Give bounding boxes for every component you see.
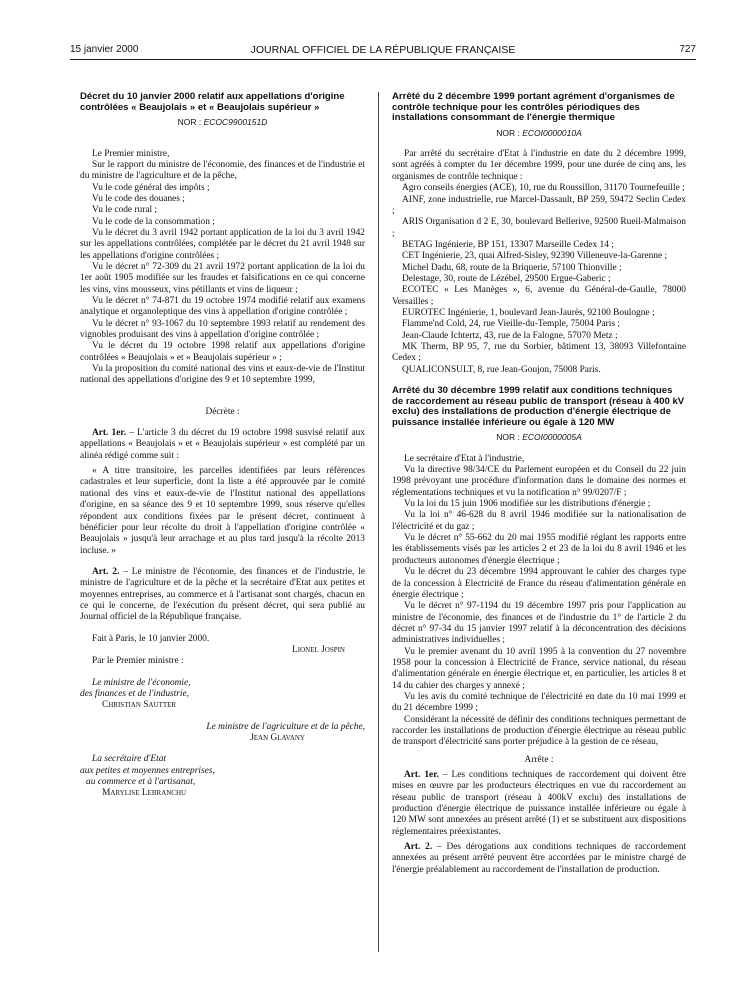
decree-title: Décret du 10 janvier 2000 relatif aux appellations d'origine contrôlées « Beaujolais » et « Beaujolais supérieur » [80,91,345,113]
decree-article-1-quote: « A titre transitoire, les parcelles identifiées par leurs références cadastrales et leur superficie, dont la liste a été approuvée par le comité national des vins et eaux-de-vie de l'Institut national des appellations d'origine, en sa séance des 9 et 10 septembre 1999, sous réserve qu'elles répondent aux conditions fixées par le présent décret, continuent à bénéficier pour leur récolte du droit à l'appellation d'origine contrôlée « Beaujolais » jusqu'à leur arrachage et au plus tard jusqu'à la récolte 2013 incluse. » [80,466,365,556]
arrete2-opening: Le secrétaire d'Etat à l'industrie, [404,453,525,464]
secretary-line1: La secrétaire d'Etat [92,754,167,765]
considerant-paragraph: Vu la proposition du comité national des vins et eaux-de-vie de l'Institut national des appellations d'origine des 9 et 10 septembre 1999, [80,364,365,386]
considerant-paragraph: Vu le décret n° 55-662 du 20 mai 1955 modifié réglant les rapports entre les établissements visés par les articles 2 et 23 de la loi du 8 avril 1946 et les producteurs autonomes d'énergie électrique ; [392,533,686,566]
arrete2-title: Arrêté du 30 décembre 1999 relatif aux conditions techniques de raccordement au réseau public de transport (réseau à 400 kV exclu) des installations de production d'énergie électrique de puissance installée inférieure ou égale à 120 MW [392,385,685,428]
organism-list-item: CET Ingénierie, 23, quai Alfred-Sisley, 92390 Villeneuve-la-Garenne ; [402,251,668,262]
organism-list-item: EUROTEC Ingénierie, 1, boulevard Jean-Jaurès, 92100 Boulogne ; [402,307,655,318]
decree-considerants [80,160,365,387]
decree-nor: NOR : ECOC9900151D [177,117,268,128]
considerant-paragraph: Vu le décret du 19 octobre 1998 relatif aux appellations d'origine contrôlées « Beaujolais » et « Beaujolais supérieur » ; [80,341,365,363]
arrete2-article-1: Art. 1er. – Les conditions techniques de raccordement qui doivent être mises en œuvre par les producteurs électriques en vue du raccordement au réseau public de transport (réseau à 400kV exclu) des installations de production d'énergie électrique de puissance installée inférieure ou égale à 120 MW sont annexées au présent arrêté (1) et se substituent aux dispositions réglementaires préexistantes. [392,770,687,837]
considerant-paragraph: Vu la loi du 15 juin 1906 modifiée sur les distributions d'énergie ; [404,499,651,510]
right-column [392,92,686,876]
considerant-paragraph: Vu la directive 98/34/CE du Parlement européen et du Conseil du 22 juin 1998 prévoyant une procédure d'information dans le domaine des normes et réglementations techniques et vu la notification n° 99/0207/F ; [392,465,686,498]
secretary-signature: Marylise Lebranchu [102,788,187,799]
organism-list-item: Flamme'nd Cold, 24, rue Vieille-du-Temple, 75004 Paris ; [402,319,620,330]
organism-list-item: Delestage, 30, route de Lézébel, 29500 Ergue-Gaberic ; [402,273,611,284]
considerant-paragraph: Vu le décret n° 72-309 du 21 avril 1972 portant application de la loi du 1er août 1905 modifiée sur les fraudes et falsifications en ce qui concerne les vins, vins mousseux, vins pétillants et vins de liqueur ; [80,261,365,295]
considerant-paragraph: Vu le premier avenant du 10 avril 1995 à la convention du 27 novembre 1958 pour la concession à Electricité de France, service national, du réseau d'alimentation générale en énergie électrique et, en particulier, les articles 8 et 14 du cahier des charges y annexé ; [392,646,686,691]
issue-date: 15 janvier 2000 [70,44,139,55]
minister-eco-line2: des finances et de l'industrie, [80,688,190,699]
page-header [70,44,696,60]
organism-list-item: Jean-Claude Ichtertz, 43, rue de la Falogne, 57070 Metz ; [402,330,618,341]
arrete1-title: Arrêté du 2 décembre 1999 portant agrément d'organismes de contrôle technique pour les contrôles périodiques des installations consommant de l'énergie thermique [392,91,675,124]
considerant-paragraph: Vu le décret n° 74-871 du 19 octobre 1974 modifié relatif aux examens analytique et organoleptique des vins à appellation d'origine contrôlée ; [80,296,365,318]
arrete1-nor: NOR : ECOI0000010A [496,127,582,138]
organism-list-item: AINF, zone industrielle, rue Marcel-Dassault, BP 259, 59472 Seclin Cedex ; [392,194,686,216]
considerant-paragraph: Sur le rapport du ministre de l'économie, des finances et de l'industrie et du ministre de l'agriculture et de la pêche, [80,159,365,182]
considerant-paragraph: Considérant la nécessité de définir des conditions techniques permettant de raccorder les installations de production d'énergie électrique au réseau public de transport d'électricité sans porter préjudice à la gestion de ce réseau, [392,714,686,748]
organism-list-item: MK Therm, BP 95, 7, rue du Sorbier, bâtiment 13, 38093 Villefontaine Cedex ; [392,341,686,364]
considerant-paragraph: Vu le décret du 3 avril 1942 portant application de la loi du 3 avril 1942 sur les appellations contrôlées, complétée par le décret du 21 avril 1948 sur les appellations d'origine contrôlées ; [80,227,365,261]
organism-list-item: ARIS Organisation d 2 E, 30, boulevard Bellerive, 92500 Rueil-Malmaison ; [392,217,686,239]
minister-eco-line1: Le ministre de l'économie, [92,677,191,688]
considerant-paragraph: Vu le décret n° 93-1067 du 10 septembre 1993 relatif au rendement des vignobles produisant des vins à appellation d'origine contrôlée ; [80,318,365,341]
arrete2-nor: NOR : ECOI0000005A [496,432,582,443]
pm-signature: Lionel Jospin [292,644,345,655]
organism-list-item: ECOTEC « Les Manèges », 6, avenue du Général-de-Gaulle, 78000 Versailles ; [392,285,686,307]
considerant-paragraph: Vu le code de la consommation ; [92,216,215,227]
minister-agri-signature: Jean Glavany [250,733,305,743]
considerant-paragraph: Vu le code rural ; [92,205,158,216]
considerant-paragraph: Vu le code des douanes ; [92,193,185,204]
considerant-paragraph: Vu le décret n° 97-1194 du 19 décembre 1997 pris pour l'application au ministre de l'économie, des finances et de l'industrie du 1° de l'article 2 du décret n° 97-34 du 15 janvier 1997 relatif à la déconcentration des décisions administratives individuelles ; [392,601,686,646]
page-number: 727 [679,44,696,55]
secretary-line3: au commerce et à l'artisanat, [86,777,196,788]
considerant-paragraph: Vu le code général des impôts ; [92,182,210,193]
header-rule [70,59,696,60]
arrete2-considerants [392,465,686,749]
column-divider [378,92,379,952]
considerant-paragraph: Vu la loi n° 46-628 du 8 avril 1946 modifiée sur la nationalisation de l'électricité et du gaz ; [392,510,686,532]
organism-list-item: Agro conseils énergies (ACE), 10, rue du Roussillon, 31170 Tournefeuille ; [402,183,685,194]
par-premier-ministre: Par le Premier ministre : [92,656,184,667]
organism-list-item: QUALICONSULT, 8, rue Jean-Goujon, 75008 Paris. [402,364,601,375]
organism-list-item: Michel Dadu, 68, route de la Briquerie, 57100 Thionville ; [402,262,622,273]
organism-list-item: BETAG Ingénierie, BP 151, 13307 Marseille Cedex 14 ; [402,239,614,250]
decree-article-2: Art. 2. – Le ministre de l'économie, des finances et de l'industrie, le ministre de l'agriculture et de la pêche et la secrétaire d'Etat aux petites et moyennes entreprises, au commerce et à l'artisanat sont chargés, chacun en ce qui le concerne, de l'exécution du présent décret, qui sera publié au Journal officiel de la République française. [80,566,365,623]
decree-article-1: Art. 1er. – L'article 3 du décret du 19 octobre 1998 susvisé relatif aux appellations « Beaujolais » et « Beaujolais supérieur » est complété par un alinéa rédigé comme suit : [80,428,365,461]
secretary-line2: aux petites et moyennes entreprises, [80,765,215,776]
considerant-paragraph: Vu le décret du 23 décembre 1994 approuvant le cahier des charges type de la concession à Electricité de France du réseau d'alimentation générale en énergie électrique ; [392,567,686,600]
considerant-paragraph: Vu les avis du comité technique de l'électricité en date du 10 mai 1999 et du 21 décembre 1999 ; [392,691,686,714]
left-column [80,92,365,800]
arrete2-arrete: Arrête : [524,754,554,765]
decree-decrete: Décrète : [205,406,240,417]
journal-title: JOURNAL OFFICIEL DE LA RÉPUBLIQUE FRANÇAISE [250,44,516,56]
minister-eco-signature: Christian Sautter [102,700,177,711]
minister-agri-line: Le ministre de l'agriculture et de la pêche, [206,721,365,732]
arrete2-article-2: Art. 2. – Des dérogations aux conditions techniques de raccordement annexées au présent arrêté peuvent être accordées par le ministre chargé de l'énergie préalablement au raccordement de l'installation de production. [392,842,686,875]
arrete1-organisms-list [392,183,686,376]
decree-opening: Le Premier ministre, [92,148,170,159]
arrete1-intro: Par arrêté du secrétaire d'Etat à l'industrie en date du 2 décembre 1999, sont agréés à compter du 1er décembre 1999, pour une durée de cinq ans, les organismes de contrôle technique : [392,149,686,182]
decree-fait: Fait à Paris, le 10 janvier 2000. [92,633,210,644]
